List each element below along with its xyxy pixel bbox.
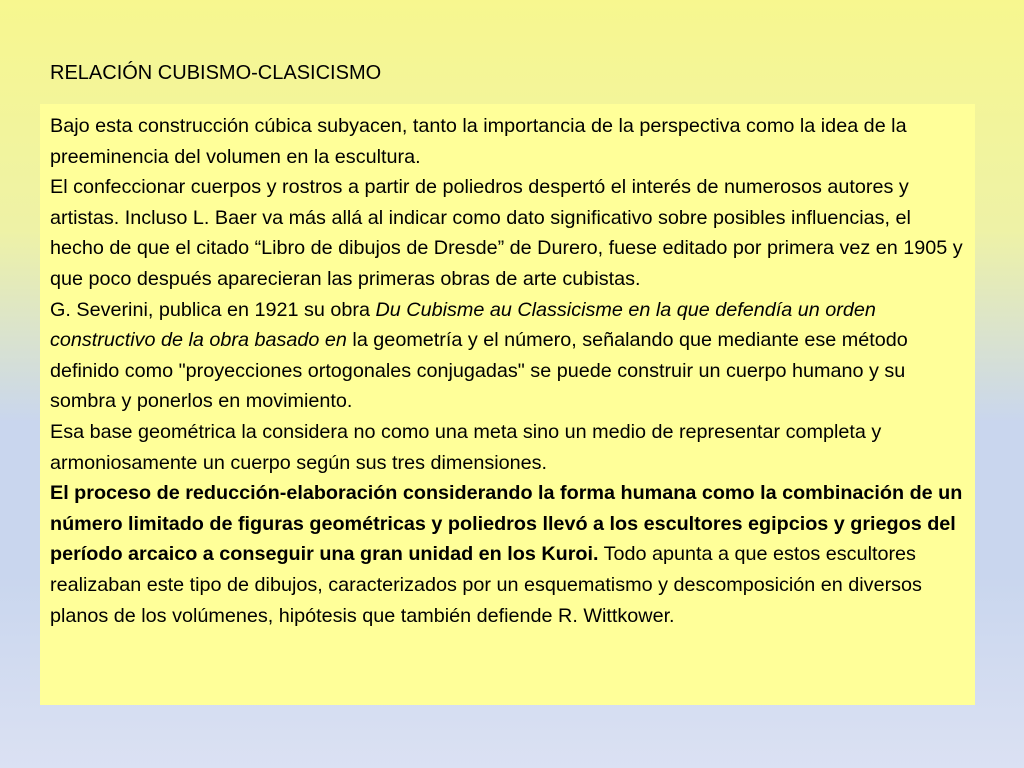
- text-box: [40, 104, 975, 705]
- paragraph-perspective: Bajo esta construcción cúbica subyacen, tanto la importancia de la perspectiva como la idea de la preeminencia del volumen en la escultura.: [50, 115, 907, 168]
- kuroi-emphasis: El proceso de reducción-elaboración considerando la forma humana como la combinación de un número limitado de figuras geométricas y poliedros llevó a los escultores egipcios y griegos del período arcaico a conseguir una gran unidad en los Kuroi.: [50, 482, 963, 566]
- severini-rest: la geometría y el número, señalando que mediante ese método definido como "proyecciones ortogonales conjugadas" se puede construir un cuerpo humano y su sombra y ponerlos en movimiento.: [50, 329, 908, 413]
- severini-work-title: Du Cubisme au Classicisme en la que defendía un orden constructivo de la obra basado en: [50, 298, 876, 352]
- paragraph-kuroi: [50, 478, 967, 631]
- paragraph-severini: [50, 295, 967, 417]
- paragraph-polyhedra: El confeccionar cuerpos y rostros a partir de poliedros despertó el interés de numerosos autores y artistas. Incluso L. Baer va más allá al indicar como dato significativo sobre posibles influencias, el hecho de que el citado “Libro de dibujos de Dresde” de Durero, fuese editado por primera vez en 1905 y que poco después aparecieran las primeras obras de arte cubistas.: [50, 176, 963, 290]
- slide-title: RELACIÓN CUBISMO-CLASICISMO: [50, 62, 382, 84]
- kuroi-rest: Todo apunta a que estos escultores realizaban este tipo de dibujos, caracterizados por un esquematismo y descomposición en diversos planos de los volúmenes, hipótesis que también defiende R. Wittkower.: [50, 543, 922, 627]
- paragraph-geometric-base: Esa base geométrica la considera no como una meta sino un medio de representar completa y armoniosamente un cuerpo según sus tres dimensiones.: [50, 420, 882, 474]
- severini-lead: G. Severini, publica en 1921 su obra: [50, 298, 376, 321]
